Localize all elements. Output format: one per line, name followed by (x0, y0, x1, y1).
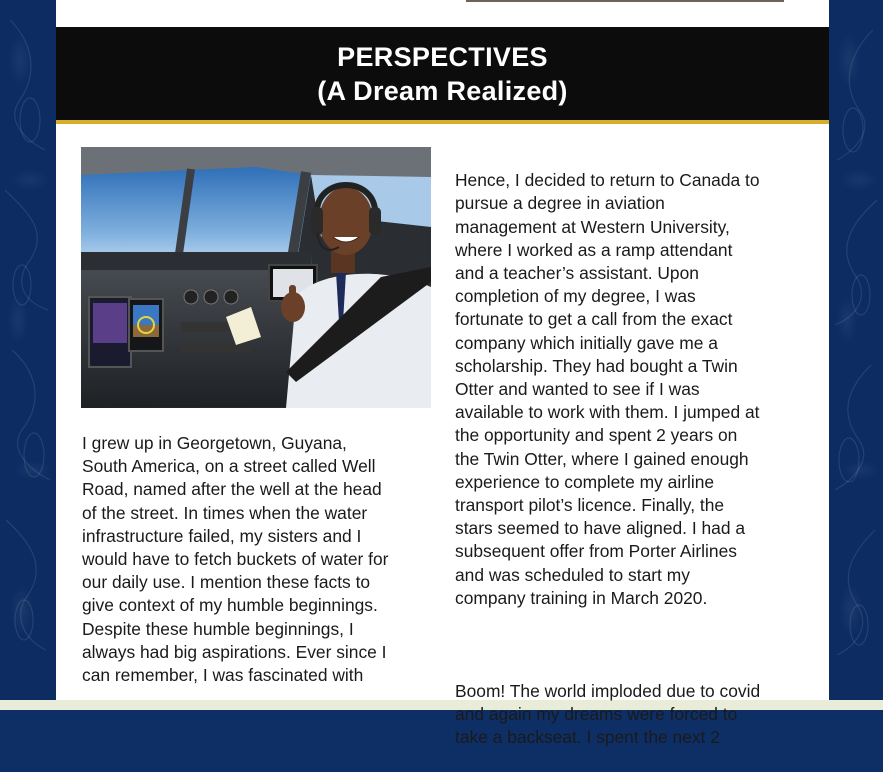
gold-divider (56, 120, 829, 124)
floral-pattern-left (0, 0, 56, 700)
right-decorative-border (829, 0, 883, 700)
pilot-cockpit-photo (81, 147, 431, 408)
article-right-column (455, 146, 810, 772)
newsletter-page (56, 0, 829, 748)
cockpit-illustration (81, 147, 431, 408)
article-left-column: I grew up in Georgetown, Guyana, South America, on a street called Well Road, named after the well at the head of the street. In times when the water infrastructure failed, my sisters and I would have to fetch buckets of water for our daily use. I mention these facts to give context of my humble beginnings. Despite these humble beginnings, I always had big aspirations. Ever since I can remember, I was fascinated with (82, 433, 389, 686)
article-paragraph: Boom! The world imploded due to covid and again my dreams were forced to take a backseat. I spent the next 2 (455, 680, 761, 748)
left-decorative-border (0, 0, 56, 700)
floral-pattern-right (829, 0, 883, 700)
previous-image-edge (466, 0, 784, 2)
section-banner (56, 27, 829, 120)
banner-subtitle: (A Dream Realized) (317, 76, 568, 106)
banner-title: PERSPECTIVES (337, 42, 548, 72)
paragraph-spacer (455, 633, 810, 656)
article-paragraph: Hence, I decided to return to Canada to pursue a degree in aviation management at Western University, where I worked as a ramp attendant and a teacher’s assistant. Upon completion of my degree, I was fortunate to get a call from the exact company which initially gave me a scholarship. They had bought a Twin Otter and wanted to see if I was available to work with them. I jumped at the opportunity and spent 2 years on the Twin Otter, where I gained enough experience to complete my airline transport pilot’s licence. Finally, the stars seemed to have aligned. I had a subsequent offer from Porter Airlines and was scheduled to start my company training in March 2020. (455, 170, 760, 608)
